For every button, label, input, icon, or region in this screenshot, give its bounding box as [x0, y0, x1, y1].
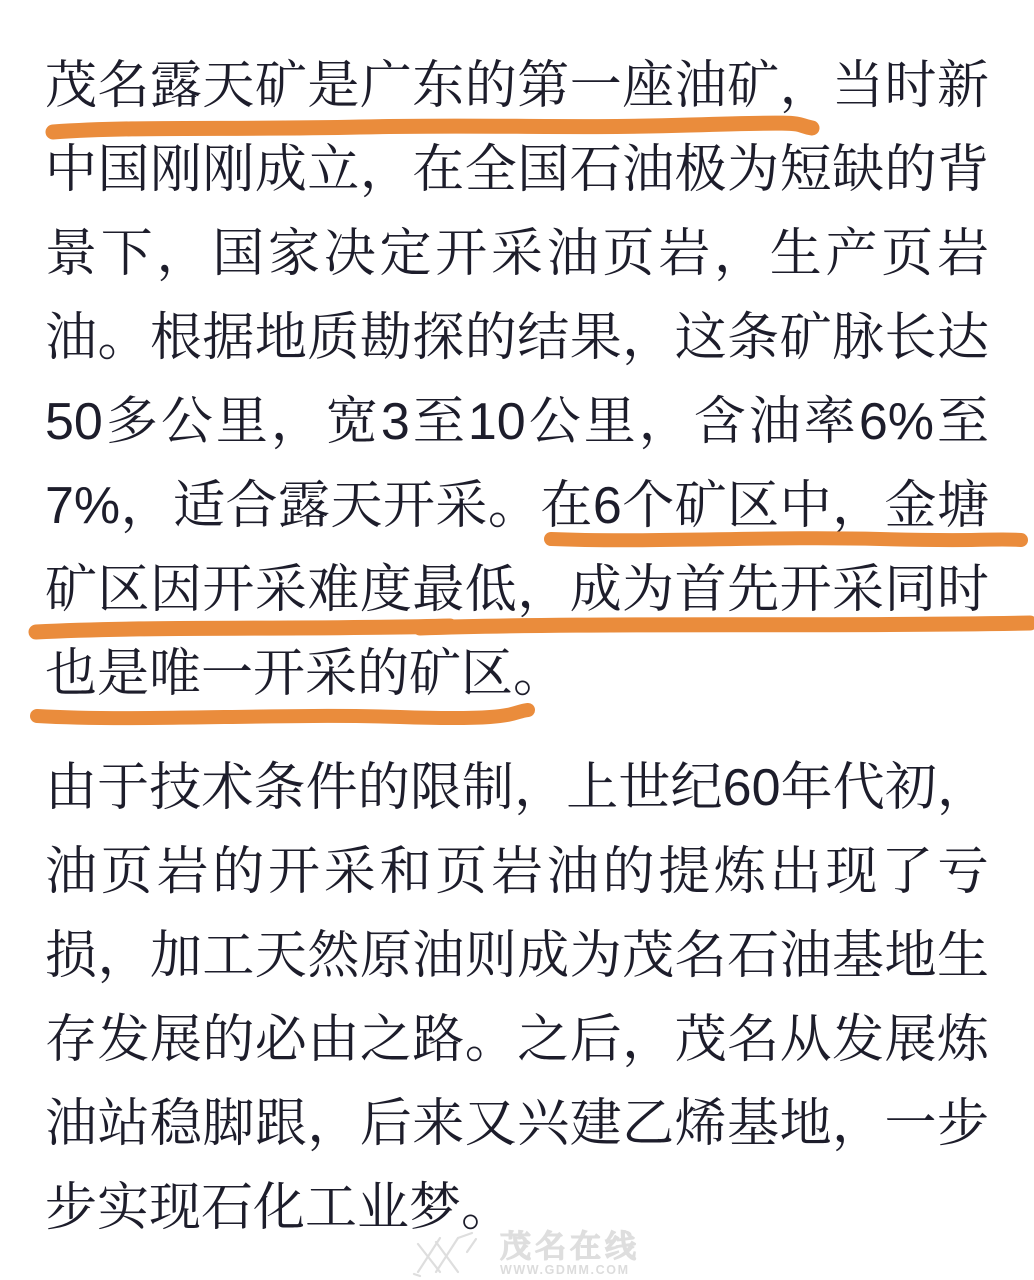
text-line: 步实现石化工业梦。	[45, 1179, 514, 1237]
text-line: 油站稳脚跟，后来又兴建乙烯基地，一步	[45, 1095, 989, 1153]
text-line: 也是唯一开采的矿区。	[45, 645, 566, 703]
text-line: 7%，适合露天开采。在6个矿区中，金塘	[45, 477, 989, 535]
watermark-logo-icon	[410, 1230, 490, 1278]
text-line: 油。根据地质勘探的结果，这条矿脉长达	[45, 309, 989, 367]
text-line: 矿区因开采难度最低，成为首先开采同时	[45, 561, 989, 619]
text-line: 50多公里，宽3至10公里，含油率6%至	[45, 393, 989, 451]
paragraph	[45, 44, 989, 716]
text-line: 油页岩的开采和页岩油的提炼出现了亏	[45, 843, 989, 901]
text-line: 损，加工天然原油则成为茂名石油基地生	[45, 927, 989, 985]
article-body	[45, 44, 989, 1250]
text-line: 景下，国家决定开采油页岩，生产页岩	[45, 225, 989, 283]
text-line: 中国刚刚成立，在全国石油极为短缺的背	[45, 141, 989, 199]
watermark-site-url: WWW.GDMM.COM	[500, 1262, 630, 1277]
watermark-site-name: 茂名在线	[500, 1228, 640, 1264]
text-line: 由于技术条件的限制，上世纪60年代初，	[45, 759, 989, 817]
paragraph	[45, 746, 989, 1250]
text-line: 存发展的必由之路。之后，茂名从发展炼	[45, 1011, 989, 1069]
watermark-text	[500, 1228, 640, 1278]
text-line: 茂名露天矿是广东的第一座油矿，当时新	[45, 57, 989, 115]
watermark	[410, 1230, 640, 1278]
